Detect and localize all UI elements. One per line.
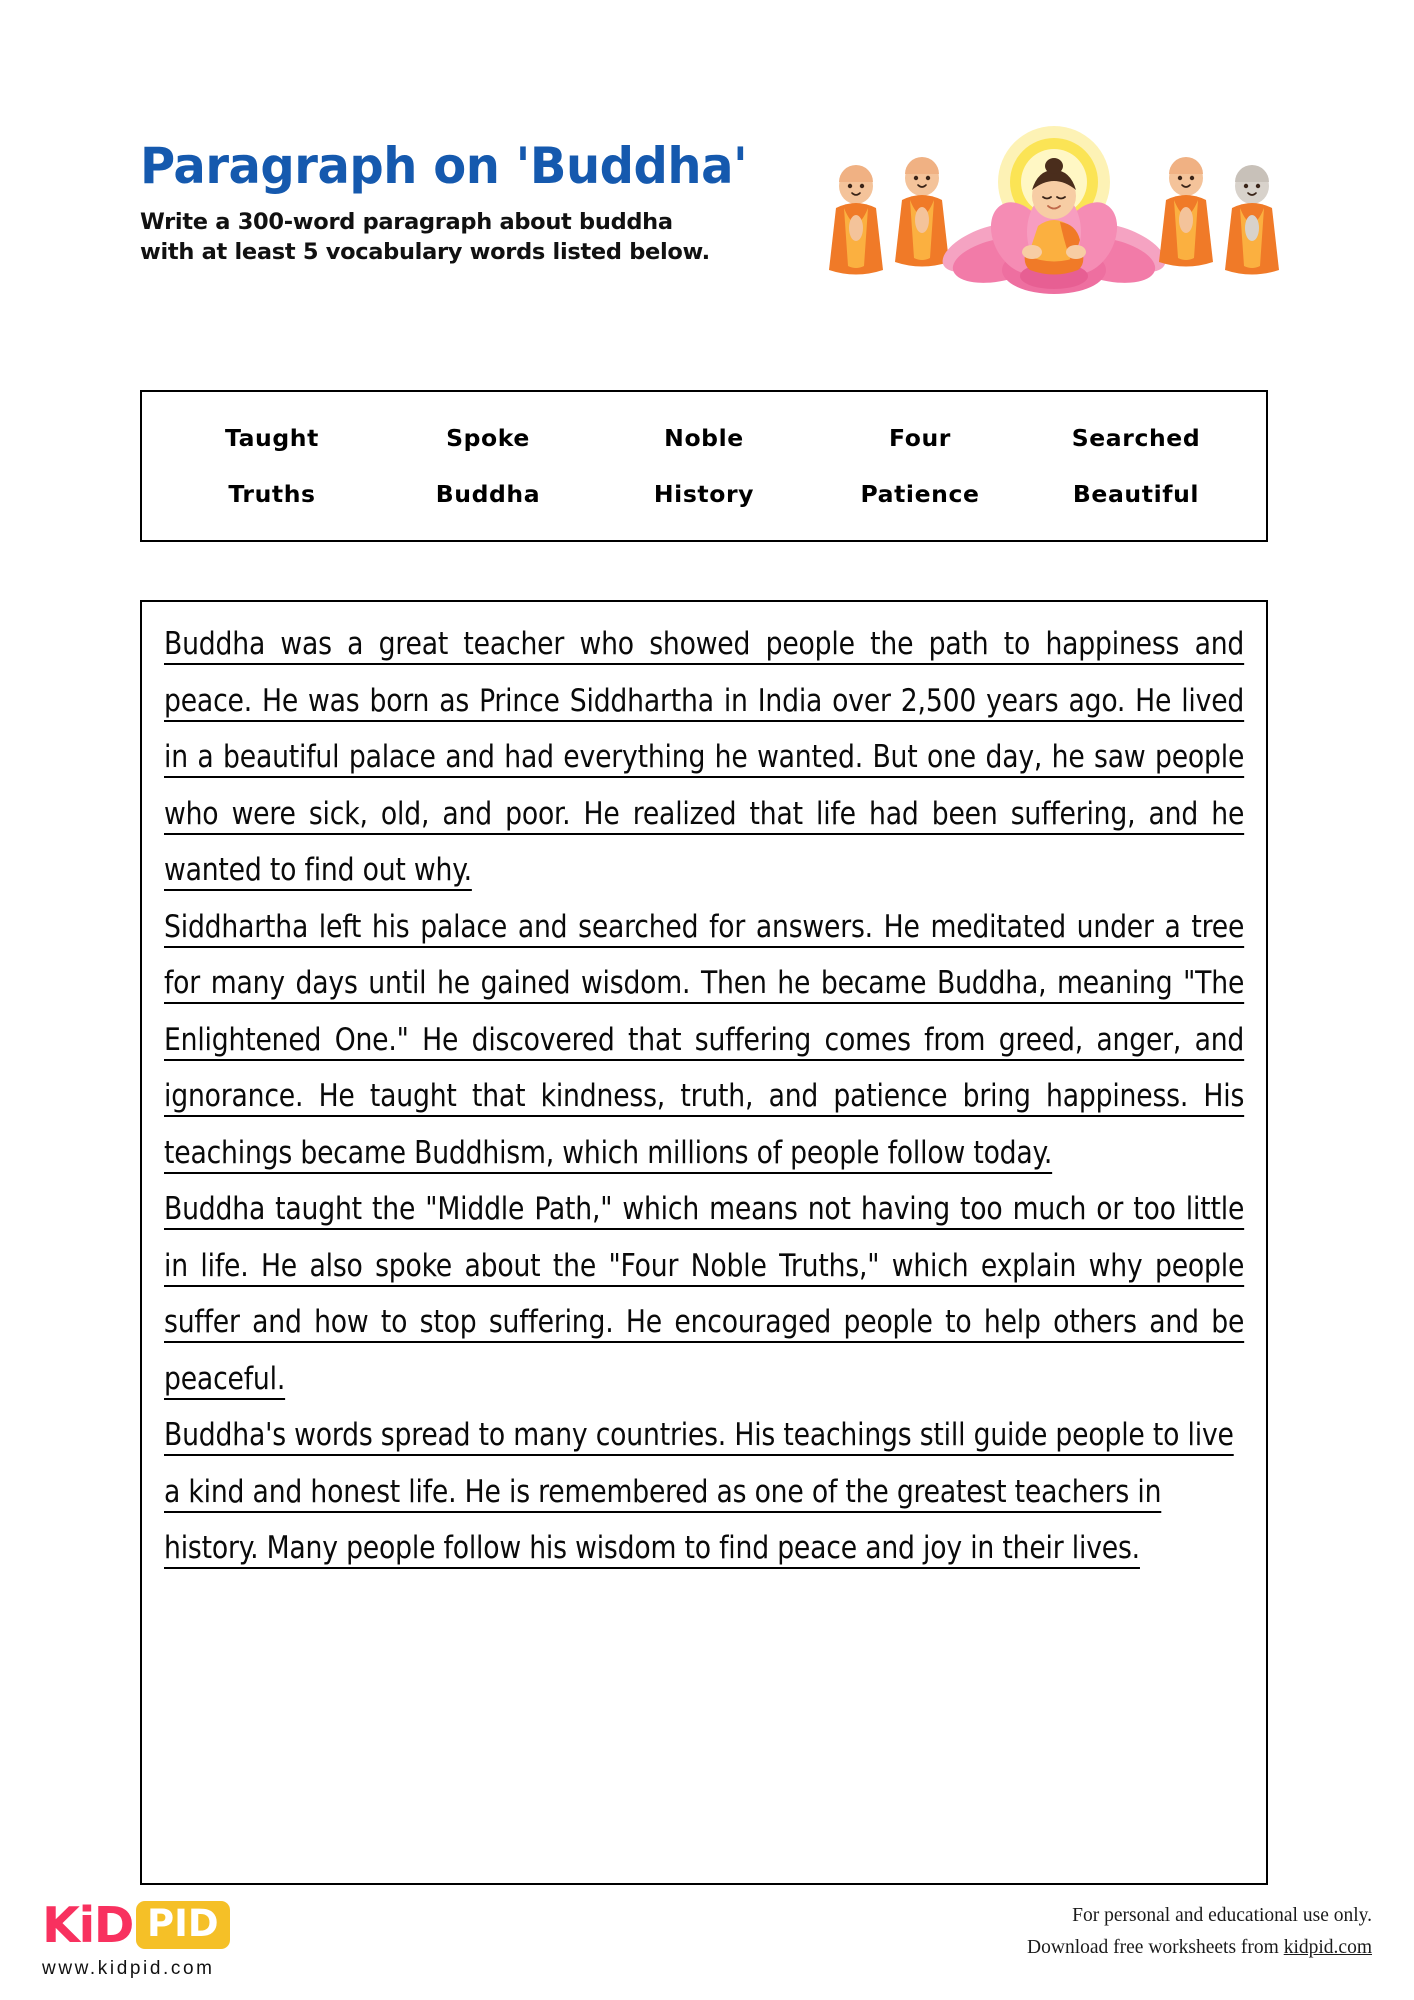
answer-paragraph-3-text: Buddha taught the "Middle Path," which means not having too much or too little in life. He also spoke about the "Four Noble Truths," which explain why people suffer and how to stop suffering. He encouraged people to help others and be peaceful.	[164, 1191, 1245, 1397]
answer-paragraph	[164, 1181, 1244, 1407]
vocabulary-word: Buddha	[435, 480, 541, 508]
site-url: www.kidpid.com	[42, 1958, 215, 1979]
page-footer	[0, 1890, 1414, 2000]
vocabulary-row	[164, 480, 1244, 508]
kidpid-logo	[42, 1898, 372, 1952]
logo-kid-text: KiD	[42, 1896, 133, 1954]
instruction-line-2: with at least 5 vocabulary words listed below.	[140, 238, 710, 265]
download-notice-text: Download free worksheets from	[1027, 1937, 1284, 1959]
logo-pid-text: PID	[136, 1901, 230, 1948]
usage-notice	[1027, 1900, 1372, 1964]
answer-paragraph	[164, 1407, 1244, 1577]
vocabulary-word-bank	[140, 390, 1268, 542]
usage-notice-line-2	[1027, 1932, 1372, 1964]
vocabulary-word: Four	[889, 424, 951, 452]
vocabulary-word: Searched	[1071, 424, 1201, 452]
answer-writing-area[interactable]	[140, 600, 1268, 1885]
vocabulary-word: Spoke	[446, 424, 530, 452]
buddha-illustration	[814, 120, 1294, 325]
worksheet-instruction	[140, 207, 820, 268]
vocabulary-word: Taught	[225, 424, 319, 452]
vocabulary-row	[164, 424, 1244, 452]
page-title: Paragraph on 'Buddha'	[140, 137, 748, 195]
instruction-line-1: Write a 300-word paragraph about buddha	[140, 208, 673, 235]
vocabulary-word: Truths	[228, 480, 316, 508]
vocabulary-word: Patience	[860, 480, 980, 508]
monk-right-inner	[1159, 157, 1213, 267]
answer-paragraph-1-text: Buddha was a great teacher who showed people the path to happiness and peace. He was born as Prince Siddhartha in India over 2,500 years ago. He lived in a beautiful palace and had everything he wanted. But one day, he saw people who were sick, old, and poor. He realized that life had been suffering, and he wanted to find out why.	[164, 626, 1245, 888]
answer-paragraph-2-text: Siddhartha left his palace and searched for answers. He meditated under a tree for many days until he gained wisdom. Then he became Buddha, meaning "The Enlightened One." He discovered that suffering comes from greed, anger, and ignorance. He taught that kindness, truth, and patience bring happiness. His teachings became Buddhism, which millions of people follow today.	[164, 908, 1245, 1171]
answer-paragraph-4-text: Buddha's words spread to many countries. His teachings still guide people to live a kind and honest life. He is remembered as one of the greatest teachers in history. Many people follow his wisdom to find peace and joy in their lives.	[164, 1417, 1234, 1566]
vocabulary-word: Noble	[664, 424, 744, 452]
answer-text	[164, 616, 1244, 1577]
answer-paragraph	[164, 616, 1244, 899]
monk-left-outer	[829, 165, 883, 275]
monk-right-outer	[1225, 165, 1279, 275]
vocabulary-word: Beautiful	[1072, 480, 1200, 508]
kidpid-link[interactable]: kidpid.com	[1283, 1937, 1372, 1959]
usage-notice-line-1: For personal and educational use only.	[1072, 1905, 1372, 1926]
vocabulary-word: History	[653, 480, 755, 508]
monk-left-inner	[895, 157, 949, 267]
kidpid-branding	[42, 1898, 372, 1980]
answer-paragraph	[164, 899, 1244, 1182]
